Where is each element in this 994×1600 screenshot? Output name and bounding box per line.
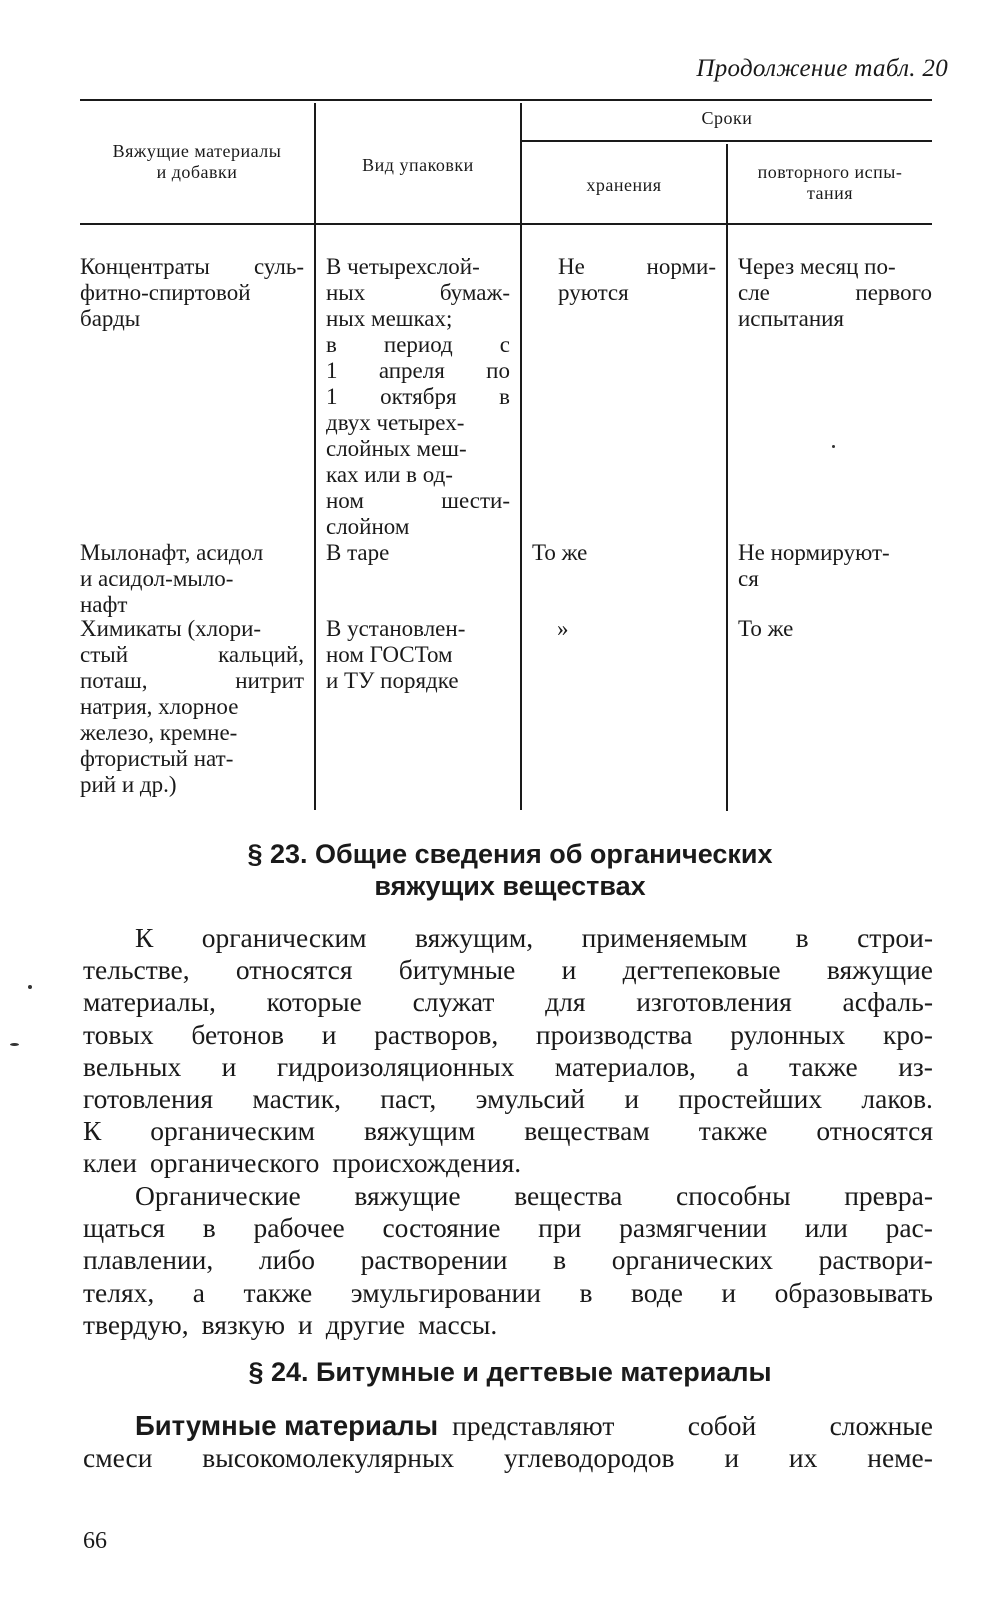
row3-material: Химикаты (хлори- стый кальций, поташ, нитрит натрия, хлорное железо, кремне- фтористый нат- рий и др.) [80, 616, 304, 797]
section-24-title: § 24. Битумные и дегтевые материалы [248, 1357, 772, 1387]
row2-material: Мылонафт, асидол и асидол-мыло- нафт [80, 540, 264, 617]
bold-term: Битумные материалы [135, 1410, 439, 1441]
table-top-rule [80, 99, 932, 101]
terms-subheader-rule [522, 140, 932, 142]
line-continuation: представляют собой сложные [452, 1410, 933, 1441]
section-23-paragraph-1: К органическим вяжущим, применяемым в строи- тельстве, относятся битумные и дегтепековые вяжущие материалы, которые служат для изготовления асфаль- товых бетонов и растворов, производства рулонных кро- вельных и гидроизоляционных материалов, а также из- готовления мастик, паст, эмульсий и простейших лаков. К органическим вяжущим веществам также относятся клеи органического происхождения. [83, 922, 933, 1179]
scan-speck [10, 1043, 19, 1046]
column-divider-2 [520, 103, 522, 810]
row2-packaging: В таре [326, 540, 390, 565]
scan-speck [832, 445, 835, 448]
column-divider-3 [726, 144, 728, 811]
row1-retest: Через месяц по- сле первого испытания [738, 254, 932, 331]
row3-storage: » [557, 616, 569, 641]
row1-material: Концентраты суль- фитно-спиртовой барды [80, 254, 304, 331]
row2-retest: Не нормируют- ся [738, 540, 890, 591]
section-23-paragraph-2: Органические вяжущие вещества способны превра- щаться в рабочее состояние при размягчении или рас- плавлении, либо растворении в органических раствори- телях, а также эмульгировании в воде и образовывать твердую, вязкую и другие массы. [83, 1180, 933, 1340]
row2-storage: То же [532, 540, 588, 565]
header-retest: повторного испы- тания [757, 162, 903, 203]
scan-speck [28, 985, 32, 989]
header-storage: хранения [586, 175, 662, 195]
section-23-title: § 23. Общие сведения об органических вяжущих веществах [247, 839, 773, 901]
header-packaging: Вид упаковки [362, 155, 474, 175]
section-24-paragraph: Битумные материалы представляют собой сложные смеси высокомолекулярных углеводородов и их неме- [83, 1410, 933, 1474]
row3-retest: То же [738, 616, 794, 641]
table-continuation-label: Продолжение табл. 20 [696, 55, 948, 82]
page-number: 66 [83, 1528, 107, 1554]
row3-packaging: В установлен- ном ГОСТом и ТУ порядке [326, 616, 466, 693]
header-bottom-rule [80, 223, 932, 225]
column-divider-1 [314, 103, 316, 810]
header-materials: Вяжущие материалы и добавки [112, 141, 282, 182]
row1-packaging: В четырехслой- ных бумаж- ных мешках; в период с 1 апреля по 1 октября в двух четырех- слойных меш- ках или в од- ном шести- слойном [326, 254, 510, 539]
row1-storage: Не норми- руются [558, 254, 716, 305]
header-terms: Сроки [701, 108, 753, 128]
